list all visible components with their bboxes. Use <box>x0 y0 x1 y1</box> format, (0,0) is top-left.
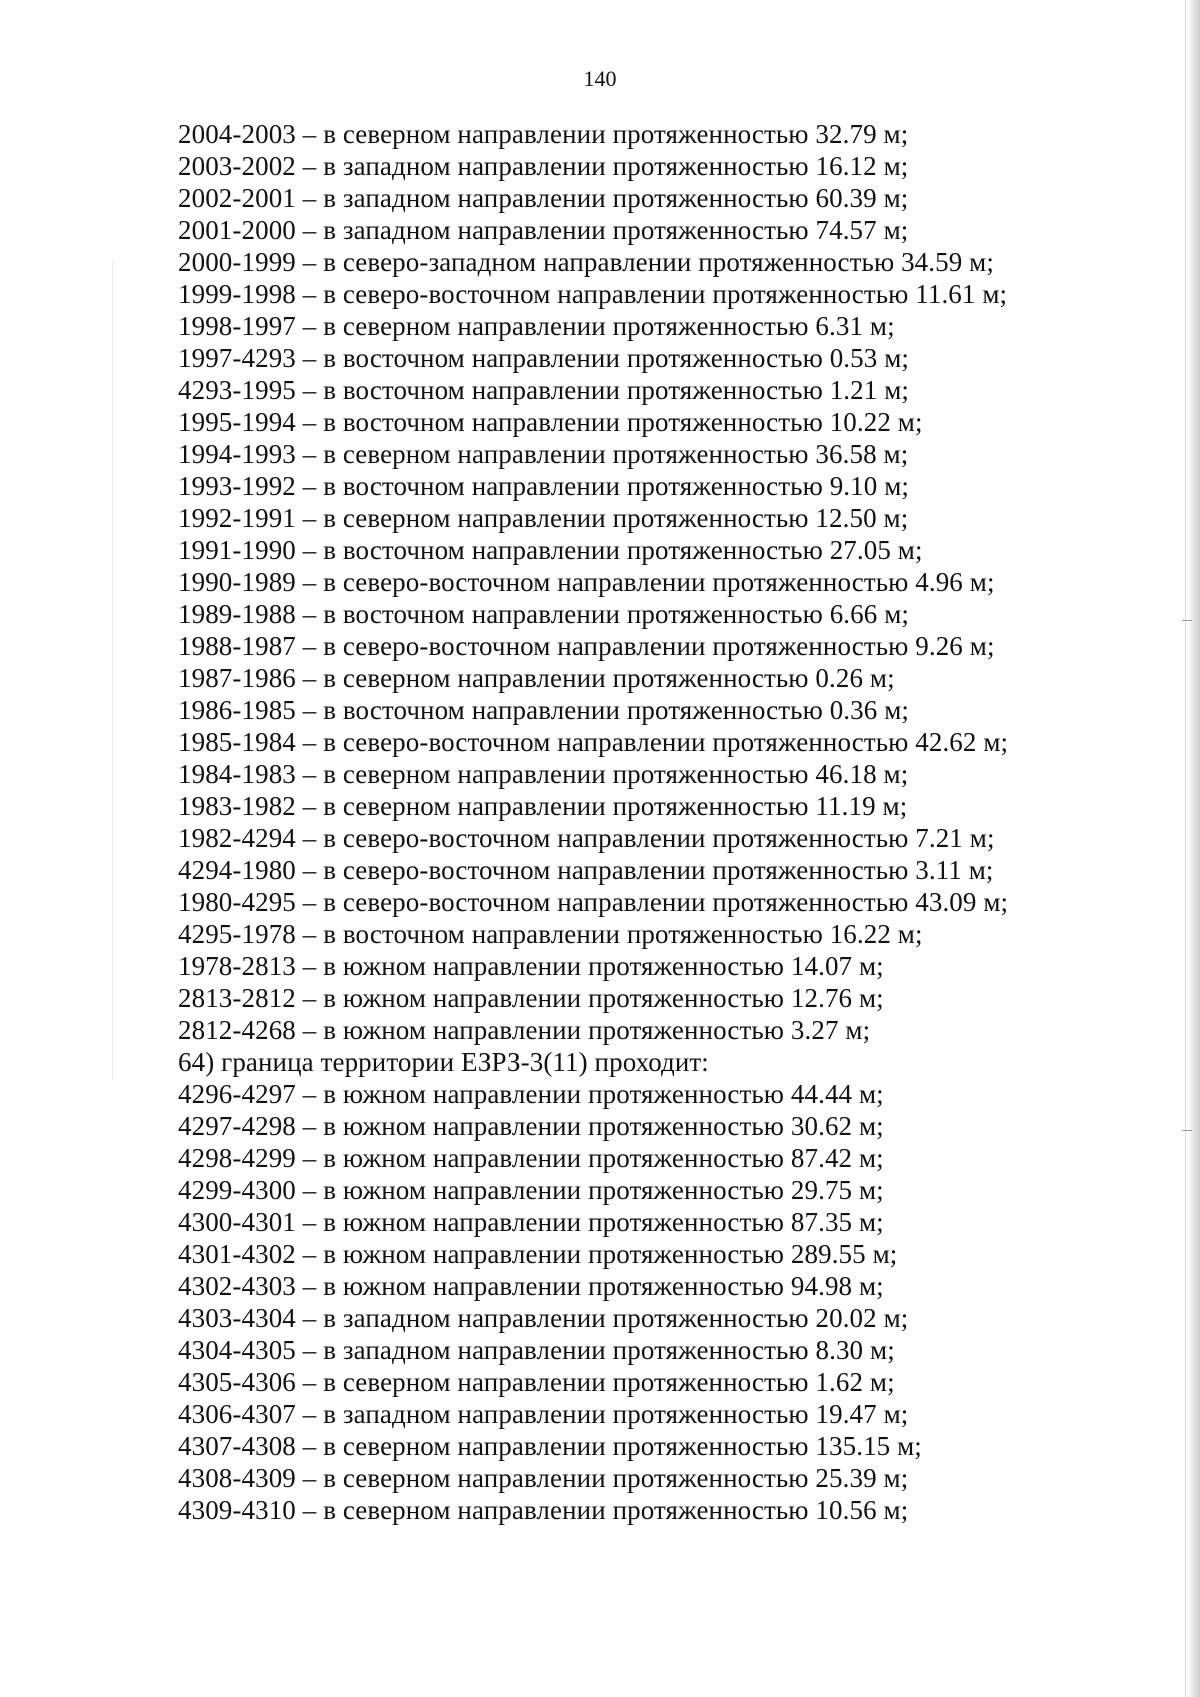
boundary-segment-line: 4302-4303 – в южном направлении протяженностью 94.98 м; <box>178 1271 884 1301</box>
boundary-segment-line: 1985-1984 – в северо-восточном направлении протяженностью 42.62 м; <box>178 727 1009 757</box>
boundary-segment-line: 2003-2002 – в западном направлении протяженностью 16.12 м; <box>178 151 909 181</box>
boundary-segment-line: 1989-1988 – в восточном направлении протяженностью 6.66 м; <box>178 599 909 629</box>
boundary-segment-line: 1978-2813 – в южном направлении протяженностью 14.07 м; <box>178 951 884 981</box>
boundary-segment-line: 1988-1987 – в северо-восточном направлении протяженностью 9.26 м; <box>178 631 995 661</box>
boundary-segment-line: 1990-1989 – в северо-восточном направлении протяженностью 4.96 м; <box>178 567 995 597</box>
section-heading: 64) граница территории ЕЗРЗ-3(11) проходит: <box>178 1047 709 1077</box>
boundary-segment-line: 1999-1998 – в северо-восточном направлении протяженностью 11.61 м; <box>178 279 1008 309</box>
boundary-segment-line: 4300-4301 – в южном направлении протяженностью 87.35 м; <box>178 1207 884 1237</box>
boundary-segment-line: 4308-4309 – в северном направлении протяженностью 25.39 м; <box>178 1463 909 1493</box>
boundary-segment-line: 1986-1985 – в восточном направлении протяженностью 0.36 м; <box>178 695 909 725</box>
boundary-segment-line: 2001-2000 – в западном направлении протяженностью 74.57 м; <box>178 215 909 245</box>
boundary-segment-line: 4303-4304 – в западном направлении протяженностью 20.02 м; <box>178 1303 909 1333</box>
boundary-segment-line: 1991-1990 – в восточном направлении протяженностью 27.05 м; <box>178 535 923 565</box>
boundary-segment-line: 2812-4268 – в южном направлении протяженностью 3.27 м; <box>178 1015 871 1045</box>
boundary-segment-line: 1984-1983 – в северном направлении протяженностью 46.18 м; <box>178 759 909 789</box>
boundary-description-list <box>178 118 1078 1526</box>
boundary-segment-line: 4307-4308 – в северном направлении протяженностью 135.15 м; <box>178 1431 922 1461</box>
page-number: 140 <box>583 66 617 91</box>
boundary-segment-line: 2813-2812 – в южном направлении протяженностью 12.76 м; <box>178 983 884 1013</box>
boundary-segment-line: 1993-1992 – в восточном направлении протяженностью 9.10 м; <box>178 471 909 501</box>
boundary-segment-line: 4295-1978 – в восточном направлении протяженностью 16.22 м; <box>178 919 923 949</box>
boundary-segment-line: 4306-4307 – в западном направлении протяженностью 19.47 м; <box>178 1399 909 1429</box>
boundary-segment-line: 1983-1982 – в северном направлении протяженностью 11.19 м; <box>178 791 908 821</box>
boundary-segment-line: 4296-4297 – в южном направлении протяженностью 44.44 м; <box>178 1079 884 1109</box>
boundary-segment-line: 4304-4305 – в западном направлении протяженностью 8.30 м; <box>178 1335 895 1365</box>
boundary-segment-line: 4294-1980 – в северо-восточном направлении протяженностью 3.11 м; <box>178 855 994 885</box>
boundary-segment-line: 1987-1986 – в северном направлении протяженностью 0.26 м; <box>178 663 895 693</box>
boundary-segment-line: 2004-2003 – в северном направлении протяженностью 32.79 м; <box>178 119 909 149</box>
boundary-segment-line: 4301-4302 – в южном направлении протяженностью 289.55 м; <box>178 1239 898 1269</box>
scan-edge-mark <box>1182 1130 1192 1131</box>
boundary-segment-line: 4305-4306 – в северном направлении протяженностью 1.62 м; <box>178 1367 895 1397</box>
boundary-segment-line: 4293-1995 – в восточном направлении протяженностью 1.21 м; <box>178 375 909 405</box>
boundary-segment-line: 4297-4298 – в южном направлении протяженностью 30.62 м; <box>178 1111 884 1141</box>
boundary-segment-line: 4299-4300 – в южном направлении протяженностью 29.75 м; <box>178 1175 884 1205</box>
boundary-segment-line: 2002-2001 – в западном направлении протяженностью 60.39 м; <box>178 183 909 213</box>
boundary-segment-line: 1998-1997 – в северном направлении протяженностью 6.31 м; <box>178 311 895 341</box>
scan-edge-line <box>1185 0 1186 1697</box>
boundary-segment-line: 1982-4294 – в северо-восточном направлении протяженностью 7.21 м; <box>178 823 995 853</box>
boundary-segment-line: 4309-4310 – в северном направлении протяженностью 10.56 м; <box>178 1495 909 1525</box>
scan-edge-mark <box>1182 620 1192 621</box>
boundary-segment-line: 1997-4293 – в восточном направлении протяженностью 0.53 м; <box>178 343 909 373</box>
boundary-segment-line: 2000-1999 – в северо-западном направлении протяженностью 34.59 м; <box>178 247 994 277</box>
boundary-segment-line: 1994-1993 – в северном направлении протяженностью 36.58 м; <box>178 439 909 469</box>
boundary-segment-line: 4298-4299 – в южном направлении протяженностью 87.42 м; <box>178 1143 884 1173</box>
boundary-segment-line: 1995-1994 – в восточном направлении протяженностью 10.22 м; <box>178 407 923 437</box>
scan-edge-right <box>1188 0 1200 1697</box>
boundary-segment-line: 1992-1991 – в северном направлении протяженностью 12.50 м; <box>178 503 909 533</box>
scan-shadow-left <box>112 260 113 1080</box>
boundary-segment-line: 1980-4295 – в северо-восточном направлении протяженностью 43.09 м; <box>178 887 1009 917</box>
